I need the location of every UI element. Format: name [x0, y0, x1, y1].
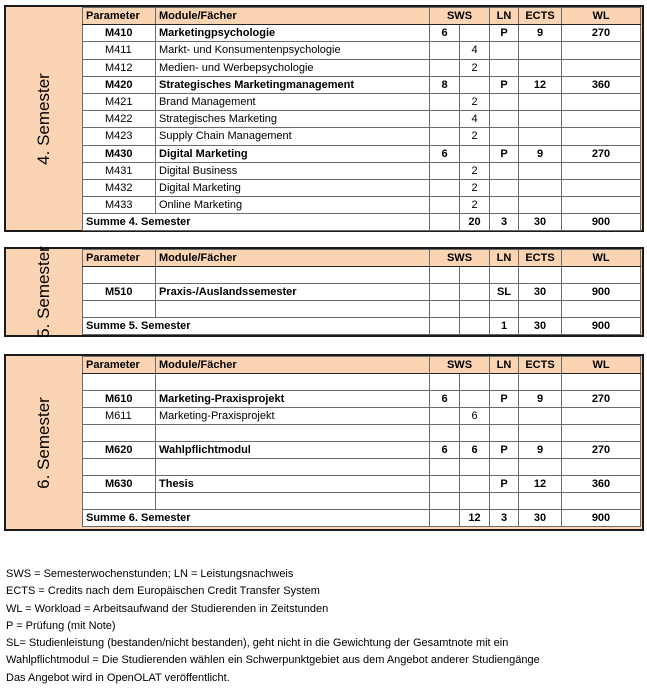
ln-value — [490, 59, 519, 76]
wl-value — [562, 301, 641, 318]
sws-module — [430, 162, 460, 179]
sws-course: 4 — [460, 111, 490, 128]
sws-module — [430, 301, 460, 318]
ects-value — [519, 111, 562, 128]
sws-course — [460, 145, 490, 162]
module-name — [156, 425, 430, 442]
ects-value — [519, 408, 562, 425]
module-code: M410 — [83, 25, 156, 42]
module-name: Online Marketing — [156, 197, 430, 214]
sws-module — [430, 42, 460, 59]
module-code: M610 — [83, 391, 156, 408]
ects-value: 30 — [519, 284, 562, 301]
legend-line: Wahlpflichtmodul = Die Studierenden wählen ein Schwerpunktgebiet aus dem Angebot anderer Studiengänge — [6, 654, 540, 667]
module-code: M620 — [83, 442, 156, 459]
header-ects: ECTS — [519, 250, 562, 267]
table-row — [83, 459, 641, 476]
sum-ects: 30 — [519, 510, 562, 527]
wl-value — [562, 425, 641, 442]
ln-value: P — [490, 25, 519, 42]
sws-course — [460, 476, 490, 493]
module-code: M433 — [83, 197, 156, 214]
wl-value — [562, 374, 641, 391]
module-code — [83, 493, 156, 510]
header-ects: ECTS — [519, 8, 562, 25]
wl-value — [562, 267, 641, 284]
ects-value: 12 — [519, 476, 562, 493]
module-code — [83, 267, 156, 284]
header-module: Module/Fächer — [156, 357, 430, 374]
module-code — [83, 459, 156, 476]
ln-value — [490, 301, 519, 318]
header-ln: LN — [490, 8, 519, 25]
sum-label: Summe 5. Semester — [83, 318, 430, 335]
wl-value: 270 — [562, 442, 641, 459]
table-row — [83, 59, 641, 76]
sum-sws — [460, 318, 490, 335]
ects-value — [519, 301, 562, 318]
ects-value — [519, 59, 562, 76]
sws-module: 6 — [430, 25, 460, 42]
ects-value — [519, 42, 562, 59]
legend-line: WL = Workload = Arbeitsaufwand der Studierenden in Zeitstunden — [6, 602, 329, 615]
module-name: Digital Business — [156, 162, 430, 179]
table-header — [83, 8, 641, 25]
module-code: M431 — [83, 162, 156, 179]
module-code: M411 — [83, 42, 156, 59]
sws-course — [460, 374, 490, 391]
sws-module — [430, 493, 460, 510]
table-row-sum — [83, 510, 641, 527]
sws-course: 4 — [460, 42, 490, 59]
ln-value — [490, 408, 519, 425]
ln-value — [490, 162, 519, 179]
semester-6-block — [4, 354, 644, 531]
module-code: M430 — [83, 145, 156, 162]
ects-value — [519, 374, 562, 391]
module-name: Markt- und Konsumentenpsychologie — [156, 42, 430, 59]
sum-ln: 3 — [490, 510, 519, 527]
sws-module: 6 — [430, 442, 460, 459]
wl-value: 270 — [562, 25, 641, 42]
sws-course: 2 — [460, 93, 490, 110]
legend-line: Das Angebot wird in OpenOLAT veröffentlicht. — [6, 671, 230, 684]
module-name: Digital Marketing — [156, 145, 430, 162]
ln-value — [490, 197, 519, 214]
sws-course: 2 — [460, 179, 490, 196]
semester-5-block — [4, 247, 644, 337]
sws-module — [430, 59, 460, 76]
ects-value — [519, 197, 562, 214]
ln-value: P — [490, 442, 519, 459]
sws-module — [430, 197, 460, 214]
header-sws: SWS — [430, 357, 490, 374]
sws-course: 2 — [460, 59, 490, 76]
sws-module: 8 — [430, 76, 460, 93]
table-row-sum — [83, 318, 641, 335]
module-name — [156, 493, 430, 510]
header-ln: LN — [490, 357, 519, 374]
table-row — [83, 145, 641, 162]
module-name — [156, 301, 430, 318]
semester-5-label: 5. Semester — [34, 246, 53, 338]
table-row — [83, 179, 641, 196]
table-row — [83, 425, 641, 442]
wl-value — [562, 93, 641, 110]
sws-module — [430, 476, 460, 493]
wl-value — [562, 179, 641, 196]
ects-value: 9 — [519, 145, 562, 162]
ects-value — [519, 179, 562, 196]
module-code: M432 — [83, 179, 156, 196]
module-code — [83, 425, 156, 442]
ects-value — [519, 493, 562, 510]
header-sws: SWS — [430, 250, 490, 267]
wl-value: 270 — [562, 145, 641, 162]
legend-line: SL= Studienleistung (bestanden/nicht bestanden), geht nicht in die Gewichtung der Gesamtnote mit ein — [6, 637, 509, 650]
header-module: Module/Fächer — [156, 250, 430, 267]
sws-course — [460, 425, 490, 442]
ects-value: 12 — [519, 76, 562, 93]
module-name: Marketingpsychologie — [156, 25, 430, 42]
table-row — [83, 128, 641, 145]
sws-course — [460, 301, 490, 318]
ln-value — [490, 93, 519, 110]
ects-value — [519, 128, 562, 145]
table-row — [83, 267, 641, 284]
wl-value: 360 — [562, 476, 641, 493]
ln-value — [490, 179, 519, 196]
semester-6-label: 6. Semester — [34, 396, 53, 489]
module-name — [156, 267, 430, 284]
table-row — [83, 408, 641, 425]
wl-value — [562, 162, 641, 179]
module-name: Strategisches Marketingmanagement — [156, 76, 430, 93]
semester-5-table — [82, 249, 641, 335]
ln-value — [490, 459, 519, 476]
sws-course — [460, 459, 490, 476]
module-name: Brand Management — [156, 93, 430, 110]
header-ln: LN — [490, 250, 519, 267]
table-row — [83, 42, 641, 59]
table-header — [83, 357, 641, 374]
wl-value — [562, 459, 641, 476]
table-row — [83, 111, 641, 128]
wl-value — [562, 111, 641, 128]
wl-value — [562, 197, 641, 214]
sws-module — [430, 425, 460, 442]
sws-module — [430, 284, 460, 301]
wl-value — [562, 408, 641, 425]
module-code: M611 — [83, 408, 156, 425]
header-wl: WL — [562, 8, 641, 25]
ects-value — [519, 162, 562, 179]
wl-value — [562, 59, 641, 76]
wl-value: 900 — [562, 284, 641, 301]
table-row — [83, 76, 641, 93]
module-name: Medien- und Werbepsychologie — [156, 59, 430, 76]
module-code — [83, 301, 156, 318]
sws-course — [460, 284, 490, 301]
sws-course — [460, 25, 490, 42]
sum-ects: 30 — [519, 318, 562, 335]
sws-course — [460, 391, 490, 408]
ln-value — [490, 493, 519, 510]
module-code: M630 — [83, 476, 156, 493]
module-code: M421 — [83, 93, 156, 110]
ln-value — [490, 374, 519, 391]
sws-course — [460, 267, 490, 284]
wl-value — [562, 128, 641, 145]
module-name: Wahlpflichtmodul — [156, 442, 430, 459]
sws-module: 6 — [430, 391, 460, 408]
table-row — [83, 442, 641, 459]
module-name: Digital Marketing — [156, 179, 430, 196]
module-name: Strategisches Marketing — [156, 111, 430, 128]
ects-value: 9 — [519, 391, 562, 408]
table-row — [83, 476, 641, 493]
wl-value: 360 — [562, 76, 641, 93]
table-row — [83, 25, 641, 42]
sum-wl: 900 — [562, 318, 641, 335]
ln-value: P — [490, 476, 519, 493]
table-row — [83, 162, 641, 179]
wl-value: 270 — [562, 391, 641, 408]
sum-label: Summe 6. Semester — [83, 510, 430, 527]
module-name: Marketing-Praxisprojekt — [156, 408, 430, 425]
module-name — [156, 374, 430, 391]
module-code: M420 — [83, 76, 156, 93]
ln-value — [490, 425, 519, 442]
table-row-sum — [83, 214, 641, 231]
module-code: M423 — [83, 128, 156, 145]
ects-value — [519, 267, 562, 284]
table-row — [83, 93, 641, 110]
sum-ln: 1 — [490, 318, 519, 335]
module-name: Marketing-Praxisprojekt — [156, 391, 430, 408]
legend-line: SWS = Semesterwochenstunden; LN = Leistungsnachweis — [6, 568, 294, 580]
table-header — [83, 250, 641, 267]
sum-ects: 30 — [519, 214, 562, 231]
ects-value — [519, 93, 562, 110]
sws-course — [460, 493, 490, 510]
sum-sws: 12 — [460, 510, 490, 527]
table-row — [83, 301, 641, 318]
table-row — [83, 374, 641, 391]
module-code — [83, 374, 156, 391]
ects-value — [519, 425, 562, 442]
table-row — [83, 391, 641, 408]
ln-value: P — [490, 76, 519, 93]
sws-course: 2 — [460, 128, 490, 145]
ects-value — [519, 459, 562, 476]
semester-6-table — [82, 356, 641, 527]
header-wl: WL — [562, 357, 641, 374]
sws-module — [430, 179, 460, 196]
module-code: M412 — [83, 59, 156, 76]
ln-value — [490, 267, 519, 284]
ects-value: 9 — [519, 25, 562, 42]
header-parameter: Parameter — [83, 8, 156, 25]
header-sws: SWS — [430, 8, 490, 25]
sws-module — [430, 93, 460, 110]
header-wl: WL — [562, 250, 641, 267]
sws-course — [460, 76, 490, 93]
table-row — [83, 197, 641, 214]
sum-ln: 3 — [490, 214, 519, 231]
table-row — [83, 493, 641, 510]
legend-line: ECTS = Credits nach dem Europäischen Credit Transfer System — [6, 585, 320, 598]
sws-course: 6 — [460, 442, 490, 459]
sws-course: 2 — [460, 197, 490, 214]
legend-line: P = Prüfung (mit Note) — [6, 619, 116, 632]
sum-wl: 900 — [562, 510, 641, 527]
header-parameter: Parameter — [83, 357, 156, 374]
ects-value: 9 — [519, 442, 562, 459]
ln-value: SL — [490, 284, 519, 301]
sws-course: 2 — [460, 162, 490, 179]
header-ects: ECTS — [519, 357, 562, 374]
table-row — [83, 284, 641, 301]
module-name: Supply Chain Management — [156, 128, 430, 145]
ln-value: P — [490, 391, 519, 408]
ln-value — [490, 42, 519, 59]
semester-4-table — [82, 7, 641, 231]
header-module: Module/Fächer — [156, 8, 430, 25]
sws-module — [430, 374, 460, 391]
sum-sws: 20 — [460, 214, 490, 231]
wl-value — [562, 42, 641, 59]
sum-label: Summe 4. Semester — [83, 214, 430, 231]
sws-module — [430, 111, 460, 128]
ln-value: P — [490, 145, 519, 162]
sws-module — [430, 459, 460, 476]
sws-module — [430, 408, 460, 425]
module-name — [156, 459, 430, 476]
sws-module: 6 — [430, 145, 460, 162]
module-name: Praxis-/Auslandssemester — [156, 284, 430, 301]
semester-4-label: 4. Semester — [34, 72, 53, 165]
header-parameter: Parameter — [83, 250, 156, 267]
sws-module — [430, 267, 460, 284]
sws-module — [430, 128, 460, 145]
module-code: M422 — [83, 111, 156, 128]
wl-value — [562, 493, 641, 510]
semester-4-block — [4, 5, 644, 232]
module-name: Thesis — [156, 476, 430, 493]
sws-course: 6 — [460, 408, 490, 425]
ln-value — [490, 128, 519, 145]
legend — [6, 566, 540, 687]
module-code: M510 — [83, 284, 156, 301]
sum-wl: 900 — [562, 214, 641, 231]
ln-value — [490, 111, 519, 128]
